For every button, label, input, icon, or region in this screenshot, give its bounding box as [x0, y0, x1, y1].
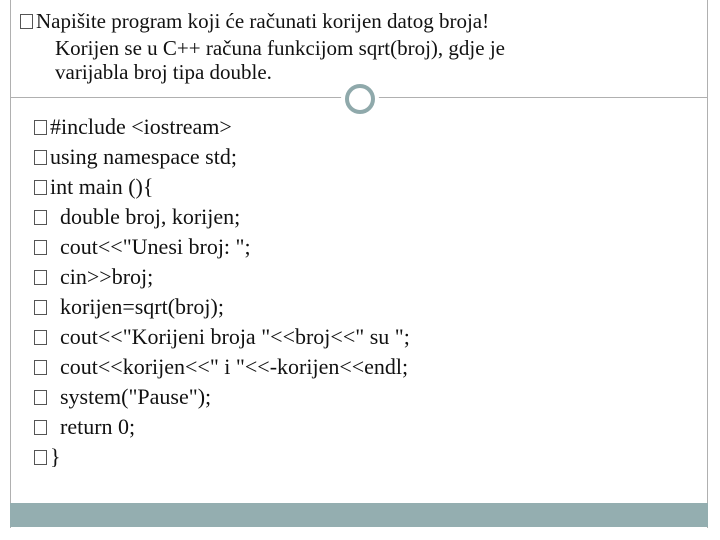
square-bullet-icon	[34, 210, 47, 225]
code-text: cout<<"Unesi broj: ";	[60, 234, 251, 259]
code-line	[34, 232, 251, 262]
square-bullet-icon	[34, 240, 47, 255]
code-line	[34, 292, 224, 322]
square-bullet-icon	[34, 150, 47, 165]
square-bullet-icon	[34, 420, 47, 435]
square-bullet-icon	[20, 14, 33, 29]
title-text-1: Napišite program koji će računati korijen datog broja!	[36, 9, 490, 33]
footer-bar	[10, 503, 708, 527]
square-bullet-icon	[34, 330, 47, 345]
square-bullet-icon	[34, 390, 47, 405]
square-bullet-icon	[34, 450, 47, 465]
code-text: }	[50, 444, 61, 469]
code-text: cout<<"Korijeni broja "<<broj<<" su ";	[60, 324, 410, 349]
code-line	[34, 382, 211, 412]
code-text: int main (){	[50, 174, 154, 199]
code-text: #include <iostream>	[50, 114, 232, 139]
title-line-3	[55, 60, 272, 84]
circle-ring-inner	[345, 84, 375, 114]
square-bullet-icon	[34, 300, 47, 315]
code-text: using namespace std;	[50, 144, 237, 169]
code-line	[34, 442, 61, 472]
code-text: double broj, korijen;	[60, 204, 241, 229]
title-line-2	[55, 36, 505, 60]
square-bullet-icon	[34, 360, 47, 375]
code-text: return 0;	[60, 414, 136, 439]
code-text: cin>>broj;	[60, 264, 154, 289]
square-bullet-icon	[34, 270, 47, 285]
title-text-2: Korijen se u C++ računa funkcijom sqrt(broj), gdje je	[55, 36, 505, 60]
code-line	[34, 352, 408, 382]
code-line	[34, 202, 240, 232]
code-line	[34, 112, 232, 142]
code-line	[34, 142, 237, 172]
code-text: system("Pause");	[60, 384, 212, 409]
code-line	[34, 172, 153, 202]
code-line	[34, 262, 153, 292]
code-line	[34, 322, 410, 352]
title-text-3: varijabla broj tipa double.	[55, 60, 272, 84]
circle-ring-icon	[341, 80, 379, 118]
code-line	[34, 412, 135, 442]
square-bullet-icon	[34, 120, 47, 135]
code-text: korijen=sqrt(broj);	[60, 294, 224, 319]
square-bullet-icon	[34, 180, 47, 195]
title-line-1	[20, 9, 489, 33]
code-text: cout<<korijen<<" i "<<-korijen<<endl;	[60, 354, 409, 379]
